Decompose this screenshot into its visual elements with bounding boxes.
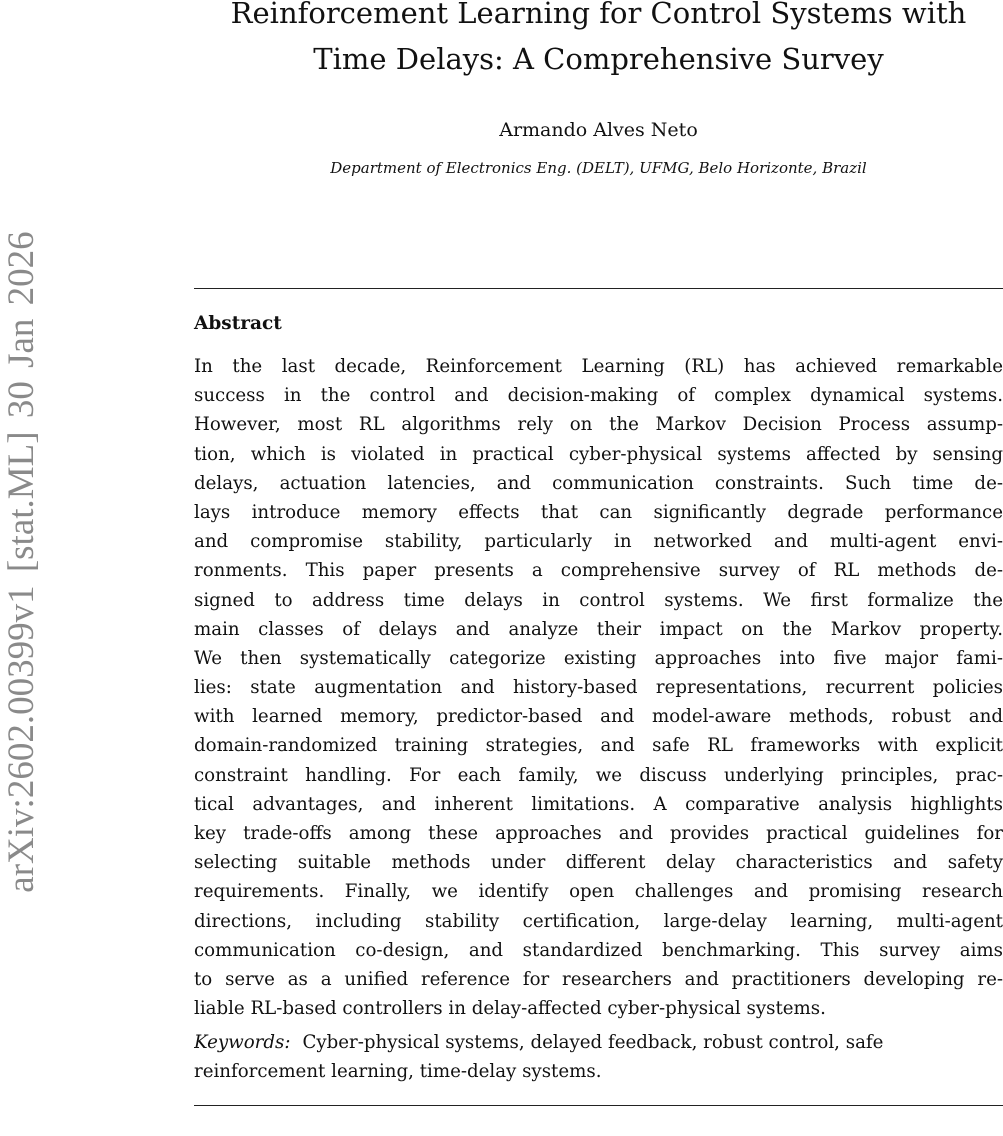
keywords-line-1 xyxy=(194,1028,1003,1057)
abstract-line: success in the control and decision-making of complex dynamical systems. xyxy=(194,385,1003,407)
abstract-line: We then systematically categorize existing approaches into five major fami- xyxy=(194,647,1003,669)
author-affiliation: Department of Electronics Eng. (DELT), UFMG, Belo Horizonte, Brazil xyxy=(330,159,867,177)
paper-title-line-1: Reinforcement Learning for Control Systems with xyxy=(230,0,967,30)
paper-title-line-2: Time Delays: A Comprehensive Survey xyxy=(313,42,884,76)
abstract-heading: Abstract xyxy=(194,313,282,334)
abstract-line: lies: state augmentation and history-based representations, recurrent policies xyxy=(194,677,1003,699)
abstract-line: tion, which is violated in practical cyber-physical systems affected by sensing xyxy=(194,443,1003,465)
abstract-line: selecting suitable methods under different delay characteristics and safety xyxy=(194,852,1003,874)
abstract-line: In the last decade, Reinforcement Learning (RL) has achieved remarkable xyxy=(194,356,1003,377)
top-divider-rule xyxy=(194,288,1003,289)
abstract-line: key trade-offs among these approaches and provides practical guidelines for xyxy=(194,823,1003,844)
abstract-line: ronments. This paper presents a comprehensive survey of RL methods de- xyxy=(194,560,1003,582)
abstract-line: tical advantages, and inherent limitations. A comparative analysis highlights xyxy=(194,793,1003,815)
abstract-line: directions, including stability certification, large-delay learning, multi-agent xyxy=(194,910,1003,932)
keywords-label: Keywords: xyxy=(194,1032,291,1053)
abstract-line: lays introduce memory effects that can significantly degrade performance xyxy=(194,501,1003,523)
abstract-line: delays, actuation latencies, and communication constraints. Such time de- xyxy=(194,472,1003,494)
abstract-line: main classes of delays and analyze their impact on the Markov property. xyxy=(194,618,1003,640)
abstract-line: requirements. Finally, we identify open challenges and promising research xyxy=(194,881,1003,903)
keywords-block xyxy=(194,1028,1003,1086)
abstract-line: domain-randomized training strategies, and safe RL frameworks with explicit xyxy=(194,735,1003,757)
abstract-line: liable RL-based controllers in delay-affected cyber-physical systems. xyxy=(194,998,826,1020)
abstract-line: However, most RL algorithms rely on the Markov Decision Process assump- xyxy=(194,414,1003,436)
bottom-divider-rule xyxy=(194,1105,1003,1106)
keywords-line-2: reinforcement learning, time-delay systems. xyxy=(194,1061,602,1083)
abstract-line: and compromise stability, particularly in networked and multi-agent envi- xyxy=(194,531,1003,553)
abstract-line: to serve as a unified reference for researchers and practitioners developing re- xyxy=(194,968,1003,990)
abstract-line: constraint handling. For each family, we discuss underlying principles, prac- xyxy=(194,764,1003,786)
abstract-line: signed to address time delays in control systems. We first formalize the xyxy=(194,589,1003,611)
keywords-text-1: Cyber-physical systems, delayed feedback, robust control, safe xyxy=(302,1032,884,1053)
author-name: Armando Alves Neto xyxy=(499,119,698,141)
abstract-body xyxy=(194,352,1003,1023)
paper-title xyxy=(194,0,1003,82)
arxiv-identifier-stamp: arXiv:2602.00399v1 [stat.ML] 30 Jan 2026 xyxy=(1,231,42,893)
abstract-line: communication co-design, and standardized benchmarking. This survey aims xyxy=(194,939,1003,961)
abstract-line: with learned memory, predictor-based and model-aware methods, robust and xyxy=(194,706,1003,728)
